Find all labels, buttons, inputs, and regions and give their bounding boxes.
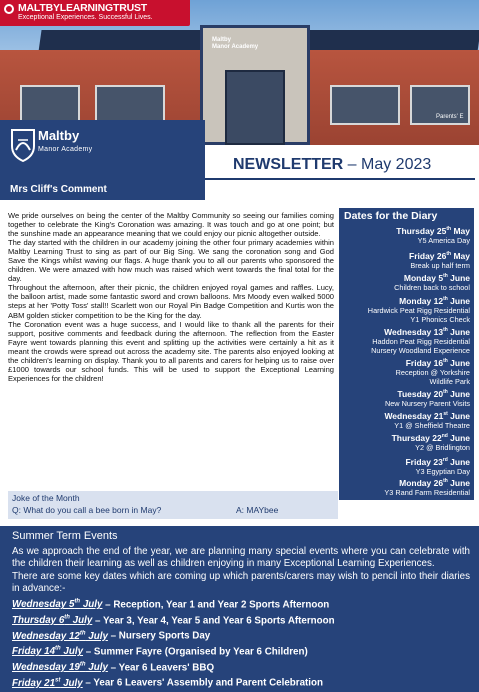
diary-date: Thursday 25th May bbox=[396, 225, 470, 236]
building-door bbox=[225, 70, 285, 145]
academy-name: Maltby bbox=[38, 128, 80, 143]
summer-event-date: Thursday 6th July bbox=[12, 614, 93, 626]
joke-title: Joke of the Month bbox=[12, 493, 80, 503]
diary-entry bbox=[394, 271, 470, 292]
comment-heading-bar bbox=[0, 180, 205, 200]
building-window bbox=[95, 85, 165, 125]
diary-event: Wildlife Park bbox=[429, 376, 470, 386]
diary-entry bbox=[384, 409, 470, 430]
building-window bbox=[20, 85, 80, 125]
summer-event-item bbox=[12, 643, 335, 659]
newsletter-title bbox=[233, 156, 431, 174]
summer-event-desc: – Reception, Year 1 and Year 2 Sports Afternoon bbox=[102, 599, 330, 611]
comment-paragraph: The day started with the children in our academy joining the other four primary academies within Maltby Learning Trust to sing as part of our Big Sing. We sang the coronation song and God Save the Kings whilst waving our flags. A huge thank you to all our parents who sponsored the children. We were amazed with how much was raised which went towards the final total for the day. bbox=[8, 238, 334, 284]
trust-name: MALTBYLEARNINGTRUST bbox=[18, 2, 147, 14]
diary-event: Y1 @ Sheffield Theatre bbox=[394, 420, 470, 430]
summer-event-desc: – Year 6 Leavers' BBQ bbox=[107, 661, 215, 673]
summer-key-dates-text: There are some key dates which are coming up which parents/carers may wish to pencil into their diaries in advance:- bbox=[12, 570, 470, 595]
summer-title: Summer Term Events bbox=[12, 530, 118, 542]
diary-event: Hardwick Peat Rigg Residential bbox=[367, 305, 470, 315]
summer-event-desc: – Year 3, Year 4, Year 5 and Year 6 Sports Afternoon bbox=[92, 614, 335, 626]
comment-paragraph: We pride ourselves on being the center of the Maltby Community so seeing our families coming together to celebrate the King's Coronation was amazing. It was touch and go at one point; but the sunshine made an appearance meaning that we could enjoy our picnic altogether outside. bbox=[8, 211, 334, 239]
diary-event: Y5 America Day bbox=[417, 235, 470, 245]
diary-event: Y2 @ Bridlington bbox=[415, 442, 470, 452]
summer-event-date: Wednesday 12th July bbox=[12, 630, 108, 642]
diary-entry bbox=[396, 224, 470, 245]
diary-event: Y3 Rand Farm Residential bbox=[384, 487, 470, 497]
summer-event-item bbox=[12, 596, 335, 612]
diary-date: Tuesday 20th June bbox=[397, 388, 470, 399]
diary-date: Friday 16th June bbox=[405, 357, 470, 368]
diary-event: Break up half term bbox=[410, 260, 470, 270]
summer-event-item bbox=[12, 674, 335, 690]
diary-entry bbox=[396, 356, 470, 386]
diary-title: Dates for the Diary bbox=[344, 210, 438, 222]
academy-crest-icon bbox=[10, 128, 36, 162]
summer-event-date: Friday 14th July bbox=[12, 646, 84, 658]
diary-date: Monday 26th June bbox=[399, 477, 470, 488]
building-sign: Maltby Manor Academy bbox=[212, 37, 259, 50]
diary-event: Haddon Peat Rigg Residential bbox=[372, 336, 470, 346]
comment-paragraph: Throughout the afternoon, after their picnic, the children enjoyed royal games and raffles. Lucy, the balloon artist, made some fantastic sword and crown balloons. Mrs Moody even walked 5000 steps at her 'Potty Toss' stall!! Scarlett won our Royal Pin Badge Competition and Kurtis won the ABM golden sticker competition to be the King for the day. bbox=[8, 283, 334, 320]
joke-answer: A: MAYbee bbox=[236, 505, 279, 515]
academy-subname: Manor Academy bbox=[38, 146, 93, 153]
diary-entry bbox=[405, 455, 470, 476]
diary-entry bbox=[385, 387, 470, 408]
title-divider bbox=[205, 178, 475, 180]
summer-intro-text: As we approach the end of the year, we are planning many special events where you can celebrate with the children their learning as well as children enjoying in many Exceptional Learning Experiences. bbox=[12, 546, 470, 570]
summer-event-date: Wednesday 5th July bbox=[12, 599, 103, 611]
diary-date: Wednesday 21st June bbox=[384, 410, 470, 421]
joke-question: Q: What do you call a bee born in May? bbox=[12, 505, 162, 515]
diary-event: Reception @ Yorkshire bbox=[395, 367, 470, 377]
diary-date: Thursday 22nd June bbox=[391, 432, 470, 443]
summer-event-desc: – Summer Fayre (Organised by Year 6 Children) bbox=[83, 646, 308, 658]
diary-date: Friday 26th May bbox=[409, 250, 470, 261]
diary-event: Y1 Phonics Check bbox=[410, 314, 470, 324]
diary-entry bbox=[409, 249, 470, 270]
comment-heading: Mrs Cliff's Comment bbox=[10, 184, 107, 195]
diary-event: Nursery Woodland Experience bbox=[371, 345, 470, 355]
diary-date: Friday 23rd June bbox=[405, 456, 470, 467]
summer-event-date: Friday 21st July bbox=[12, 677, 83, 689]
comment-article bbox=[8, 211, 334, 489]
summer-event-item bbox=[12, 612, 335, 628]
diary-entry bbox=[384, 476, 470, 497]
diary-event: Children back to school bbox=[394, 282, 470, 292]
trust-logo-icon bbox=[4, 4, 14, 14]
summer-event-item bbox=[12, 627, 335, 643]
diary-date: Monday 5th June bbox=[403, 272, 470, 283]
summer-intro bbox=[12, 546, 470, 596]
diary-entry bbox=[371, 325, 470, 355]
summer-event-desc: – Year 6 Leavers' Assembly and Parent Celebration bbox=[82, 677, 323, 689]
summer-event-item bbox=[12, 659, 335, 675]
building-window bbox=[330, 85, 400, 125]
diary-event: New Nursery Parent Visits bbox=[384, 398, 470, 408]
summer-event-list bbox=[12, 596, 335, 690]
summer-event-date: Wednesday 19th July bbox=[12, 661, 108, 673]
summer-event-desc: – Nursery Sports Day bbox=[107, 630, 211, 642]
diary-date: Monday 12th June bbox=[399, 295, 470, 306]
parents-sign: Parents' E bbox=[436, 114, 464, 120]
trust-tagline: Exceptional Experiences. Successful Lives. bbox=[18, 14, 153, 21]
diary-entry bbox=[392, 431, 470, 452]
comment-paragraph: The Coronation event was a huge success, and I would like to thank all the parents for their support, positive comments and feedback during the afternoon. The reflection from the Easter Fayre went towards planning this event and splitting up the activities were certainly a hit as it meant the crowds were spread out across the academy site. The parents also enjoyed looking at the children's learning on display. Thank you to all parents and carers for helping us to raise over £1000 towards our school funds. This will be used to support the Exceptional Learning Experiences for the children! bbox=[8, 319, 334, 383]
diary-event: Y3 Egyptian Day bbox=[415, 466, 470, 476]
newsletter-date: – May 2023 bbox=[343, 156, 432, 173]
diary-entry bbox=[368, 294, 470, 324]
diary-date: Wednesday 13th June bbox=[384, 326, 470, 337]
newsletter-word: NEWSLETTER bbox=[233, 156, 344, 173]
trust-banner bbox=[0, 0, 190, 26]
